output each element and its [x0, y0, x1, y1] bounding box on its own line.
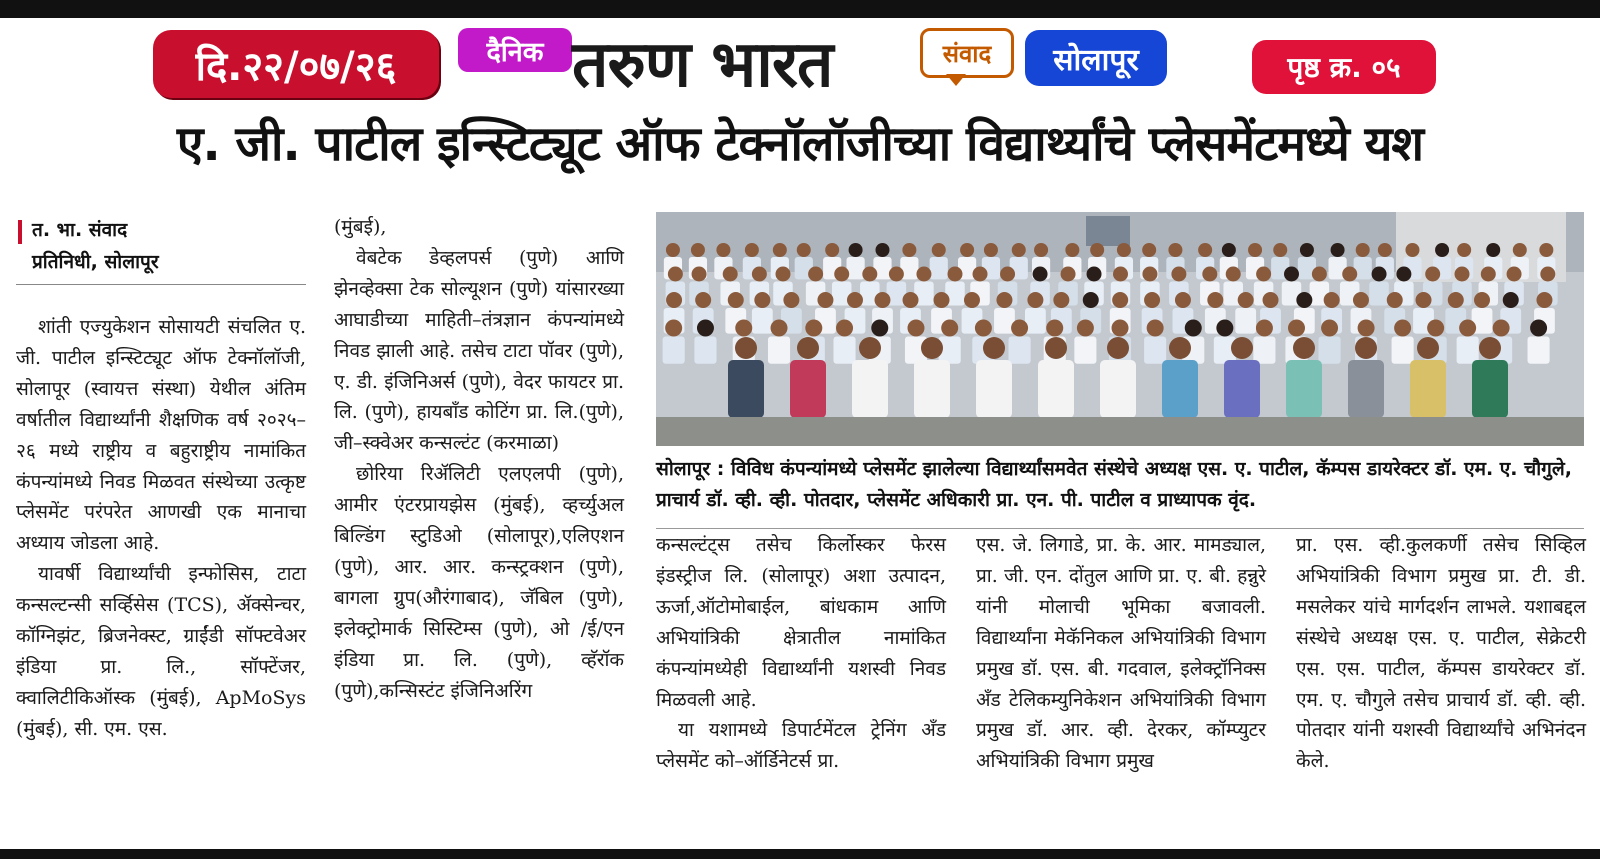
person-head	[745, 243, 759, 257]
person-head	[1090, 243, 1104, 257]
person-head	[1300, 243, 1314, 257]
paragraph: शांती एज्युकेशन सोसायटी संचलित ए. जी. पाटील इन्स्टिट्यूट ऑफ टेक्नॉलॉजी, सोलापूर (स्वायत्त संस्था) येथील अंतिम वर्षातील विद्यार्थ्यांनी शैक्षणिक वर्ष २०२५–२६ मध्ये राष्ट्रीय व बहुराष्ट्रीय नामांकित कंपन्यांमध्ये निवड मिळवत संस्थेच्या उत्कृष्ट प्लेसमेंट परंपरेत आणखी एक मानाचा अध्याय जोडला आहे.	[16, 316, 306, 555]
person-head	[825, 243, 839, 257]
person-head	[1435, 243, 1449, 257]
person-body	[1253, 337, 1275, 364]
person-head	[1027, 292, 1043, 308]
seated-person-head	[1169, 337, 1191, 359]
person-body	[768, 337, 790, 364]
person-head	[1284, 267, 1299, 282]
seated-person-head	[1355, 337, 1377, 359]
paragraph: एस. जे. लिगाडे, प्रा. के. आर. मामड्याल, प्रा. जी. एन. दोंतुल आणि प्रा. ए. बी. हन्नुरे यांनी मोलाची भूमिका बजावली. विद्यार्थ्यांना मेकॅनिकल अभियांत्रिकी विभाग प्रमुख डॉ. एस. बी. गदवाल, इलेक्ट्रॉनिक्स अँड टेलिकम्युनिकेशन अभियांत्रिकी विभाग प्रमुख डॉ. आर. व्ही. देरकर, कॉम्प्युटर अभियांत्रिकी विभाग प्रमुख	[976, 534, 1266, 773]
person-body	[1392, 337, 1414, 364]
article-column-3	[656, 530, 946, 777]
person-head	[666, 292, 682, 308]
person-body	[752, 308, 773, 334]
person-head	[1000, 267, 1015, 282]
newspaper-masthead	[0, 22, 1600, 100]
person-head	[723, 267, 738, 282]
top-border	[0, 0, 1600, 18]
person-head	[1356, 243, 1370, 257]
person-head	[1113, 267, 1128, 282]
person-body	[694, 337, 716, 364]
seated-person-body	[1286, 360, 1322, 418]
person-head	[1033, 267, 1048, 282]
person-body	[846, 257, 864, 279]
person-head	[862, 267, 877, 282]
person-head	[1198, 243, 1212, 257]
person-head	[964, 292, 980, 308]
person-head	[1457, 243, 1471, 257]
person-head	[697, 320, 714, 337]
person-head	[1503, 292, 1519, 308]
person-head	[773, 243, 787, 257]
person-head	[695, 292, 711, 308]
person-head	[1396, 267, 1411, 282]
seated-person-body	[1472, 360, 1508, 418]
person-head	[889, 267, 904, 282]
person-head	[1416, 292, 1432, 308]
person-head	[1012, 243, 1026, 257]
person-head	[1144, 292, 1160, 308]
person-head	[1507, 267, 1522, 282]
person-head	[907, 320, 924, 337]
person-head	[1405, 243, 1419, 257]
person-head	[771, 320, 788, 337]
person-head	[1324, 292, 1340, 308]
person-head	[1474, 292, 1490, 308]
person-head	[1185, 320, 1202, 337]
person-head	[1448, 292, 1464, 308]
photo-caption: सोलापूर : विविध कंपन्यांमध्ये प्लेसमेंट झालेल्या विद्यार्थ्यांसमवेत संस्थेचे अध्यक्ष एस. ए. पाटील, कॅम्पस डायरेक्टर डॉ. एम. ए. चौगुले, प्राचार्य डॉ. व्ही. व्ही. पोतदार, प्लेसमेंट अधिकारी प्रा. एन. पी. पाटील व प्राध्यापक वृंद.	[656, 458, 1572, 511]
byline-divider	[16, 284, 306, 285]
person-head	[1358, 320, 1375, 337]
person-head	[847, 292, 863, 308]
person-head	[1288, 320, 1305, 337]
person-body	[1528, 337, 1550, 364]
person-head	[1378, 243, 1392, 257]
person-head	[752, 267, 767, 282]
person-head	[871, 320, 888, 337]
person-head	[1171, 267, 1186, 282]
seated-person-head	[859, 337, 881, 359]
seated-person-head	[735, 337, 757, 359]
person-head	[1248, 243, 1262, 257]
person-head	[1142, 267, 1157, 282]
byline-reporter: प्रतिनिधी, सोलापूर	[32, 251, 159, 273]
seated-person-body	[976, 360, 1012, 418]
person-head	[1142, 243, 1156, 257]
group-photo-illustration	[656, 212, 1584, 446]
person-head	[984, 243, 998, 257]
dainik-badge: दैनिक	[458, 28, 572, 72]
person-head	[1540, 267, 1555, 282]
article-column-4	[976, 530, 1266, 777]
person-head	[666, 243, 680, 257]
person-head	[1256, 267, 1271, 282]
person-head	[1394, 320, 1411, 337]
speech-bubble-tail	[946, 74, 966, 86]
person-body	[833, 337, 855, 364]
person-head	[1372, 267, 1387, 282]
person-head	[1296, 292, 1312, 308]
person-head	[1226, 267, 1241, 282]
person-head	[805, 320, 822, 337]
seated-person-body	[728, 360, 764, 418]
person-body	[1235, 308, 1256, 334]
person-head	[875, 292, 891, 308]
person-head	[1087, 267, 1102, 282]
person-head	[1427, 320, 1444, 337]
person-head	[1011, 320, 1028, 337]
person-head	[1175, 292, 1191, 308]
person-head	[775, 267, 790, 282]
person-head	[1486, 243, 1500, 257]
article-headline: ए. जी. पाटील इन्स्टिट्यूट ऑफ टेक्नॉलॉजीच्या विद्यार्थ्यांचे प्लेसमेंटमध्ये यश	[176, 116, 1424, 172]
article-column-5	[1296, 530, 1586, 777]
paragraph: छोरिया रिॲलिटी एलएलपी (पुणे), आमीर एंटरप्रायझेस (मुंबई), व्हर्च्युअल बिल्डिंग स्टुडिओ (सोलापूर),एलिएशन (पुणे), आर. आर. कन्स्ट्रक्शन (पुणे), बागला ग्रुप(औरंगाबाद), जॅबिल (पुणे), इलेक्ट्रोमार्क सिस्टिम्स (पुणे), ओ /ई/एन इंडिया प्रा. लि. (पुणे), व्हॅरॉक (पुणे),कन्सिस्टंट इंजिनिअरिंग	[334, 463, 624, 702]
person-head	[1238, 292, 1254, 308]
person-body	[930, 257, 948, 279]
person-head	[1216, 320, 1233, 337]
seated-person-body	[1348, 360, 1384, 418]
person-head	[1321, 320, 1338, 337]
person-head	[1353, 292, 1369, 308]
person-head	[1342, 267, 1357, 282]
person-head	[973, 267, 988, 282]
person-head	[1112, 292, 1128, 308]
person-head	[1046, 320, 1063, 337]
person-body	[663, 337, 685, 364]
seated-person-body	[1410, 360, 1446, 418]
person-head	[836, 320, 853, 337]
person-head	[1168, 243, 1182, 257]
seated-person-body	[852, 360, 888, 418]
person-head	[735, 320, 752, 337]
seated-person-body	[790, 360, 826, 418]
seated-person-head	[797, 337, 819, 359]
person-head	[975, 320, 992, 337]
person-body	[1025, 308, 1046, 334]
person-head	[1455, 267, 1470, 282]
seated-person-head	[1479, 337, 1501, 359]
city-badge: सोलापूर	[1025, 30, 1167, 86]
person-head	[1147, 320, 1164, 337]
person-head	[1256, 320, 1273, 337]
paragraph: कन्सल्टंट्स तसेच किर्लोस्कर फेरस इंडस्ट्रीज लि. (सोलापूर) अशा उत्पादन, ऊर्जा,ऑटोमोबाईल, बांधकाम आणि अभियांत्रिकी क्षेत्रातील नामांकित कंपन्यांमध्येही विद्यार्थ्यांनी यशस्वी निवड मिळवली आहे.	[656, 534, 946, 711]
page-number-badge: पृष्ठ क्र. ०५	[1252, 40, 1436, 94]
paragraph: प्रा. एस. व्ही.कुलकर्णी तसेच सिव्हिल अभियांत्रिकी विभाग प्रमुख प्रा. टी. डी. मसलेकर यांचे मार्गदर्शन लाभले. यशाबद्दल संस्थेचे अध्यक्ष एस. ए. पाटील, सेक्रेटरी एस. एस. पाटील, कॅम्पस डायरेक्टर डॉ. एम. ए. चौगुले तसेच प्राचार्य डॉ. व्ही. व्ही. पोतदार यांनी यशस्वी विद्यार्थ्यांचे अभिनंदन केले.	[1296, 534, 1586, 773]
person-head	[1053, 292, 1069, 308]
person-head	[692, 267, 707, 282]
person-head	[1312, 267, 1327, 282]
person-head	[916, 267, 931, 282]
person-body	[1457, 337, 1479, 364]
person-head	[941, 320, 958, 337]
person-head	[754, 292, 770, 308]
person-head	[849, 243, 863, 257]
person-body	[1144, 337, 1166, 364]
article-column-1	[16, 312, 306, 745]
seated-person-body	[1038, 360, 1074, 418]
person-head	[1513, 243, 1527, 257]
bottom-border	[0, 849, 1600, 859]
person-body	[1074, 337, 1096, 364]
person-head	[1263, 292, 1279, 308]
seated-person-body	[1100, 360, 1136, 418]
person-head	[1222, 243, 1236, 257]
person-head	[797, 243, 811, 257]
person-head	[1083, 292, 1099, 308]
person-head	[902, 243, 916, 257]
newspaper-logo: तरुण भारत	[572, 27, 833, 102]
person-head	[875, 243, 889, 257]
seated-person-head	[1293, 337, 1315, 359]
person-head	[817, 292, 833, 308]
byline-marker	[18, 220, 22, 244]
person-head	[1459, 320, 1476, 337]
person-head	[1539, 243, 1553, 257]
seated-person-head	[983, 337, 1005, 359]
person-head	[903, 292, 919, 308]
person-head	[932, 243, 946, 257]
person-head	[1425, 267, 1440, 282]
person-head	[1493, 320, 1510, 337]
person-body	[1009, 337, 1031, 364]
person-head	[1034, 243, 1048, 257]
person-head	[834, 267, 849, 282]
person-head	[996, 292, 1012, 308]
person-head	[668, 267, 683, 282]
seated-person-head	[1107, 337, 1129, 359]
seated-person-body	[1162, 360, 1198, 418]
person-head	[1331, 243, 1345, 257]
person-head	[808, 267, 823, 282]
byline-source: त. भा. संवाद	[32, 219, 128, 241]
article-column-2	[334, 212, 624, 707]
group-photo	[656, 212, 1584, 446]
caption-divider	[656, 528, 1584, 529]
paragraph: (मुंबई),	[334, 216, 387, 238]
person-head	[947, 267, 962, 282]
person-body	[1319, 337, 1341, 364]
person-head	[1207, 292, 1223, 308]
seated-person-body	[914, 360, 950, 418]
person-head	[1536, 292, 1552, 308]
person-head	[665, 320, 682, 337]
samvad-badge: संवाद	[920, 28, 1014, 78]
person-head	[691, 243, 705, 257]
seated-person-head	[1231, 337, 1253, 359]
person-head	[1112, 320, 1129, 337]
person-head	[728, 292, 744, 308]
person-head	[960, 243, 974, 257]
paragraph: यावर्षी विद्यार्थ्यांची इन्फोसिस, टाटा कन्सल्टन्सी सर्व्हिसेस (TCS), ॲक्सेन्चर, कॉग्निझंट, ब्रिजनेक्स्ट, ग्राईंडी सॉफ्टवेअर इंडिया प्रा. लि., सॉफ्टेंजर, क्वालिटीकिऑस्क (मुंबई), ApMoSys (मुंबई), सी. एम. एस.	[16, 563, 306, 740]
person-head	[1530, 320, 1547, 337]
seated-person-head	[1417, 337, 1439, 359]
person-head	[1061, 267, 1076, 282]
seated-person-head	[921, 337, 943, 359]
date-badge: दि.२२/०७/२६	[153, 30, 439, 98]
person-head	[1117, 243, 1131, 257]
paragraph: वेबटेक डेव्हलपर्स (पुणे) आणि झेनव्हेक्सा टेक सोल्यूशन (पुणे) यांसारख्या आघाडीच्या माहिती–तंत्रज्ञान कंपन्यांमध्ये निवड झाली आहे. तसेच टाटा पॉवर (पुणे), ए. डी. इंजिनिअर्स (पुणे), वेदर फायटर प्रा. लि. (पुणे), हायबॉंड कोटिंग प्रा. लि.(पुणे), जी–स्क्वेअर कन्सल्टंट (करमाळा)	[334, 246, 624, 455]
person-head	[783, 292, 799, 308]
seated-person-head	[1045, 337, 1067, 359]
seated-person-body	[1224, 360, 1260, 418]
paragraph: या यशामध्ये डिपार्टमेंटल ट्रेनिंग अँड प्लेसमेंट को–ऑर्डिनेटर्स प्रा.	[656, 719, 946, 773]
person-body	[1369, 282, 1389, 306]
person-head	[1077, 320, 1094, 337]
person-head	[1387, 292, 1403, 308]
person-head	[1481, 267, 1496, 282]
person-head	[1273, 243, 1287, 257]
person-head	[1065, 243, 1079, 257]
person-head	[1202, 267, 1217, 282]
person-head	[716, 243, 730, 257]
person-head	[934, 292, 950, 308]
